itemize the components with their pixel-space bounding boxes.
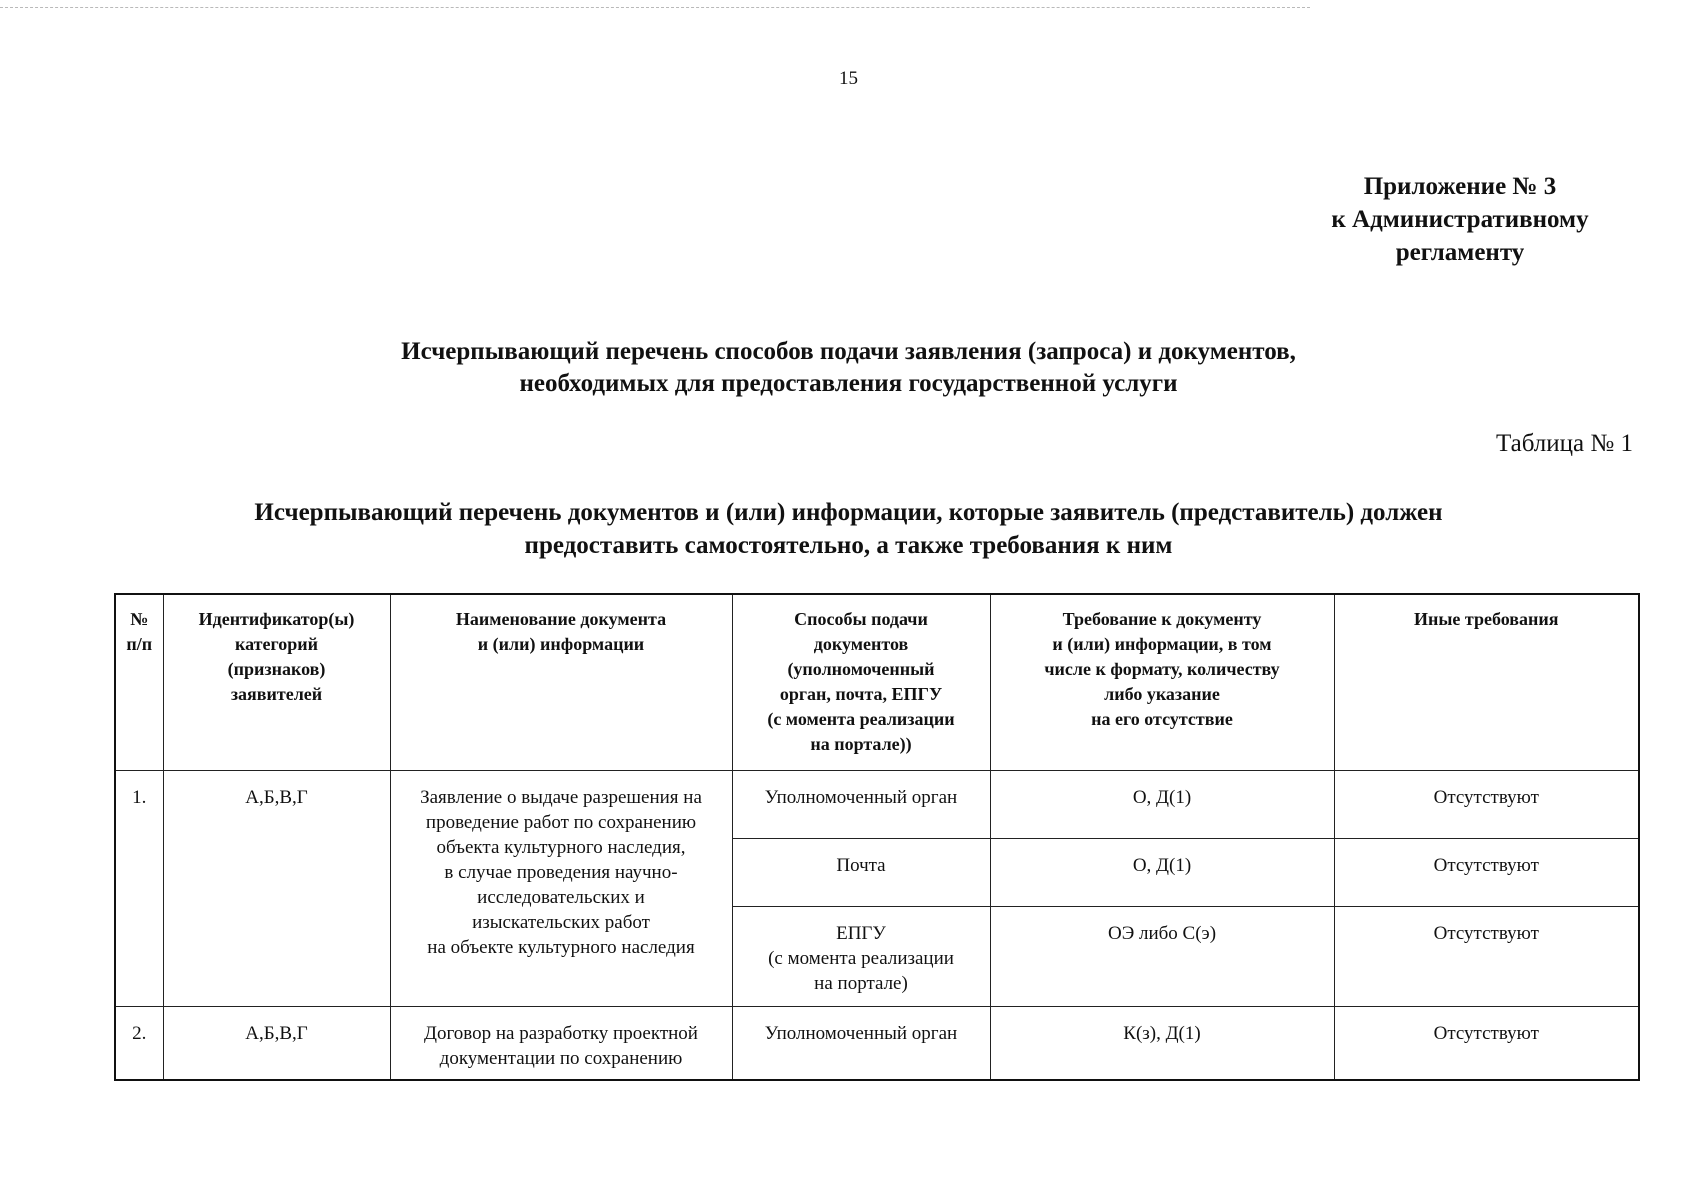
table-heading-line: предоставить самостоятельно, а также требования к ним [524, 532, 1173, 559]
page-number: 15 [839, 68, 858, 89]
document-name: Договор на разработку проектной документации по сохранению [390, 1006, 732, 1080]
applicant-ids: А,Б,В,Г [163, 1006, 390, 1080]
table-row [115, 1006, 1639, 1080]
other-requirements: Отсутствуют [1334, 1006, 1639, 1080]
other-requirements: Отсутствуют [1334, 838, 1639, 906]
appendix-label [1290, 170, 1630, 269]
other-requirements: Отсутствуют [1334, 770, 1639, 838]
main-heading [0, 336, 1697, 400]
submission-method: Почта [732, 838, 990, 906]
other-requirements: Отсутствуют [1334, 906, 1639, 1006]
table-heading [0, 496, 1697, 562]
header-document-requirement: Требование к документу и (или) информации, в том числе к формату, количеству либо указание на его отсутствие [990, 594, 1334, 770]
submission-method: ЕПГУ (с момента реализации на портале) [732, 906, 990, 1006]
header-other-requirements: Иные требования [1334, 594, 1639, 770]
main-heading-line: Исчерпывающий перечень способов подачи заявления (запроса) и документов, [401, 338, 1296, 365]
main-heading-line: необходимых для предоставления государственной услуги [519, 370, 1178, 397]
header-document-name: Наименование документа и (или) информации [390, 594, 732, 770]
table-row [115, 770, 1639, 838]
header-submission-methods: Способы подачи документов (уполномоченный орган, почта, ЕПГУ (с момента реализации на портале)) [732, 594, 990, 770]
table-number-label: Таблица № 1 [1495, 430, 1633, 457]
scan-edge-line [0, 7, 1310, 8]
appendix-line: регламенту [1395, 239, 1525, 266]
table-header-row [115, 594, 1639, 770]
document-requirement: О, Д(1) [990, 770, 1334, 838]
appendix-line: к Административному [1331, 206, 1589, 233]
document-requirement: К(з), Д(1) [990, 1006, 1334, 1080]
document-name: Заявление о выдаче разрешения на проведение работ по сохранению объекта культурного наследия, в случае проведения научно- исследовательских и изыскательских работ на объекте культурного наследия [390, 770, 732, 1006]
document-requirement: ОЭ либо С(э) [990, 906, 1334, 1006]
row-number: 1. [115, 770, 163, 1006]
header-num: № п/п [115, 594, 163, 770]
row-number: 2. [115, 1006, 163, 1080]
appendix-line: Приложение № 3 [1363, 173, 1557, 200]
submission-method: Уполномоченный орган [732, 1006, 990, 1080]
document-requirement: О, Д(1) [990, 838, 1334, 906]
documents-table [114, 593, 1640, 1081]
applicant-ids: А,Б,В,Г [163, 770, 390, 1006]
table-heading-line: Исчерпывающий перечень документов и (или) информации, которые заявитель (представитель) должен [254, 499, 1443, 526]
submission-method: Уполномоченный орган [732, 770, 990, 838]
header-applicant-ids: Идентификатор(ы) категорий (признаков) заявителей [163, 594, 390, 770]
